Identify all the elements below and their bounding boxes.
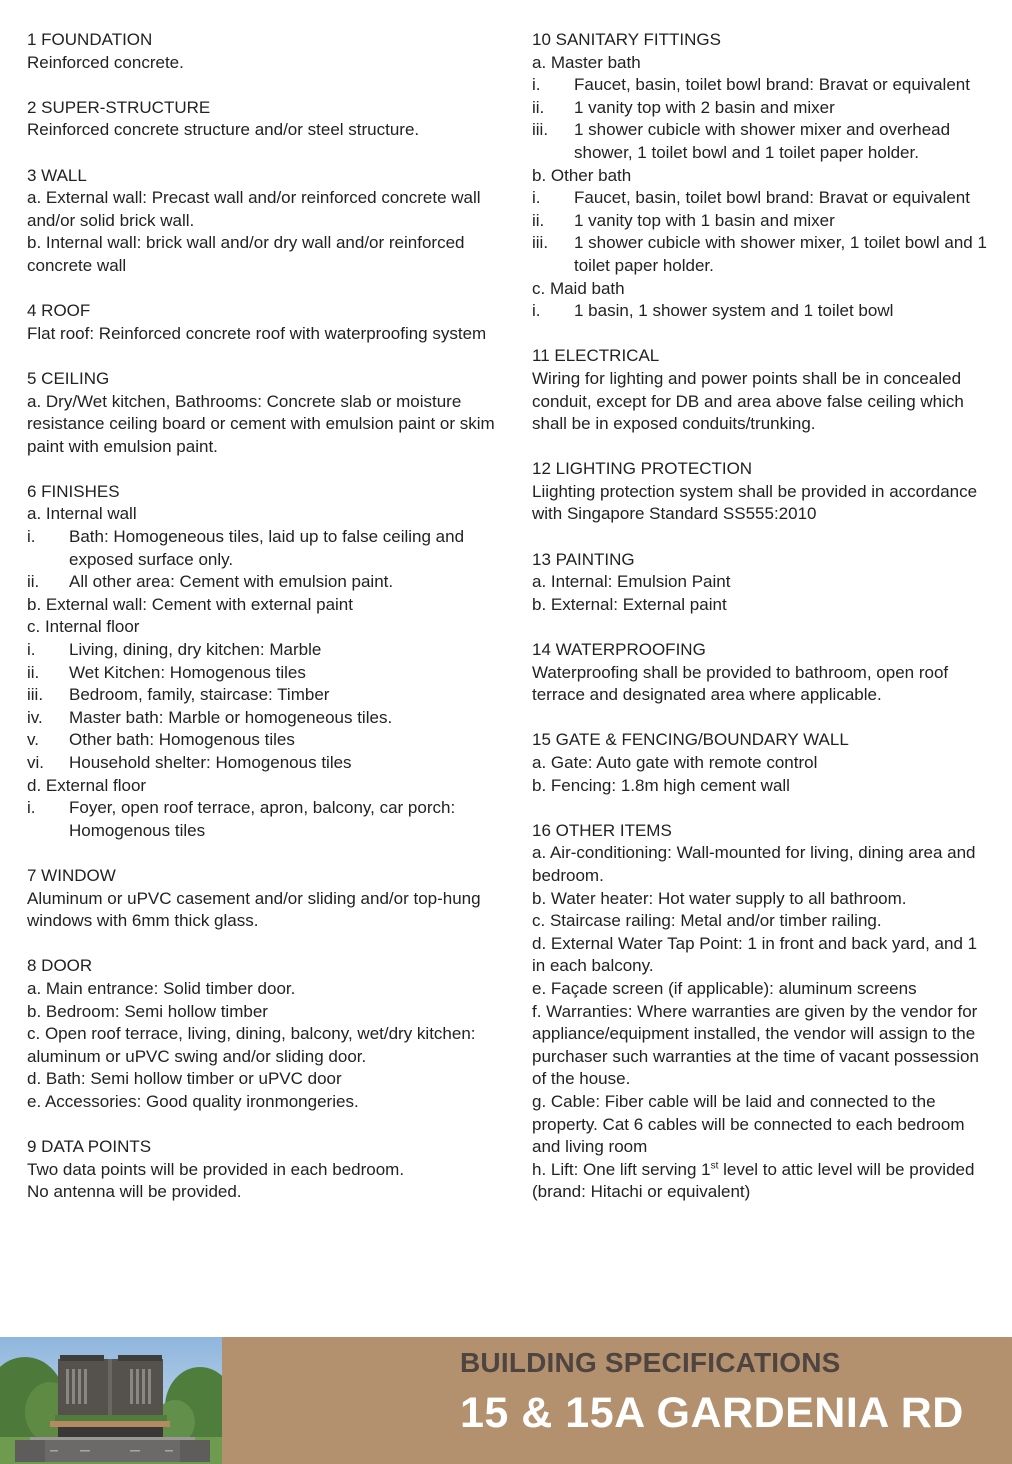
spec-section <box>532 639 992 707</box>
section-heading: 4 ROOF <box>27 301 91 321</box>
spec-line: b. Water heater: Hot water supply to all bathroom. <box>532 888 907 908</box>
list-text: Living, dining, dry kitchen: Marble <box>69 640 322 660</box>
spec-line: b. External: External paint <box>532 594 727 614</box>
section-heading: 1 FOUNDATION <box>27 30 153 49</box>
list-number: i. <box>27 798 36 818</box>
roman-list-item <box>27 571 497 594</box>
roman-list-item <box>27 639 497 662</box>
spec-line: Liighting protection system shall be provided in accordance with Singapore Standard SS555:2010 <box>532 481 978 524</box>
list-number: iii. <box>27 685 44 705</box>
list-number: i. <box>532 301 541 321</box>
list-number: iv. <box>27 707 43 727</box>
spec-section <box>27 29 497 74</box>
spec-line: b. Fencing: 1.8m high cement wall <box>532 775 790 795</box>
spec-line: Waterproofing shall be provided to bathroom, open roof terrace and designated area where applicable. <box>532 662 949 705</box>
list-number: v. <box>27 730 39 750</box>
left-column <box>27 29 497 1226</box>
spec-line: b. External wall: Cement with external paint <box>27 594 353 614</box>
spec-line: e. Accessories: Good quality ironmongeries. <box>27 1091 359 1111</box>
spec-line: a. Gate: Auto gate with remote control <box>532 753 818 772</box>
list-number: i. <box>532 75 541 95</box>
spec-line: b. Other bath <box>532 165 632 185</box>
spec-line: a. Internal wall <box>27 504 137 524</box>
list-text: Household shelter: Homogenous tiles <box>69 753 352 772</box>
spec-line: g. Cable: Fiber cable will be laid and connected to the property. Cat 6 cables will be connected to each bedroom and living room <box>532 1091 965 1157</box>
property-address-title: 15 & 15A GARDENIA RD <box>460 1389 964 1437</box>
list-number: ii. <box>532 97 545 117</box>
roman-list-item <box>532 300 992 323</box>
spec-section <box>532 820 992 1204</box>
spec-line: a. Air-conditioning: Wall-mounted for living, dining area and bedroom. <box>532 843 976 885</box>
spec-section <box>532 458 992 526</box>
roman-list-item <box>27 729 497 752</box>
list-number: iii. <box>532 233 549 253</box>
roman-list-item <box>27 662 497 685</box>
roman-list-item <box>532 97 992 120</box>
right-column <box>532 29 992 1226</box>
section-subtitle: BUILDING SPECIFICATIONS <box>460 1347 841 1378</box>
list-text: Bedroom, family, staircase: Timber <box>69 685 330 705</box>
spec-line: Flat roof: Reinforced concrete roof with waterproofing system <box>27 323 487 343</box>
list-text: Bath: Homogeneous tiles, laid up to false ceiling and exposed surface only. <box>69 527 465 569</box>
spec-line: Two data points will be provided in each bedroom. <box>27 1159 405 1179</box>
spec-line: a. Internal: Emulsion Paint <box>532 572 731 592</box>
spec-section <box>27 481 497 843</box>
spec-line: a. Main entrance: Solid timber door. <box>27 978 296 998</box>
roman-list-item <box>532 232 992 277</box>
roman-list-item <box>27 526 497 571</box>
list-text: Other bath: Homogenous tiles <box>69 730 295 750</box>
spec-text: h. Lift: One lift serving 1 <box>532 1159 711 1179</box>
list-number: ii. <box>532 210 545 230</box>
spec-line: c. Maid bath <box>532 278 625 298</box>
section-heading: 8 DOOR <box>27 956 93 976</box>
list-text: 1 vanity top with 1 basin and mixer <box>574 210 835 230</box>
section-heading: 9 DATA POINTS <box>27 1137 152 1157</box>
section-heading: 14 WATERPROOFING <box>532 640 706 660</box>
spec-line: e. Façade screen (if applicable): aluminum screens <box>532 978 917 998</box>
spec-section <box>532 549 992 617</box>
section-heading: 7 WINDOW <box>27 865 116 885</box>
list-text: All other area: Cement with emulsion paint. <box>69 572 394 592</box>
list-text: Faucet, basin, toilet bowl brand: Bravat or equivalent <box>574 188 970 208</box>
title-band <box>222 1337 1012 1464</box>
list-text: Wet Kitchen: Homogenous tiles <box>69 662 306 682</box>
spec-line: c. Internal floor <box>27 617 140 637</box>
list-text: 1 shower cubicle with shower mixer and overhead shower, 1 toilet bowl and 1 toilet paper holder. <box>574 120 951 162</box>
spec-line: c. Open roof terrace, living, dining, balcony, wet/dry kitchen: aluminum or uPVC swing and/or sliding door. <box>27 1024 476 1066</box>
section-heading: 5 CEILING <box>27 368 110 388</box>
roman-list-item <box>532 119 992 164</box>
section-heading: 13 PAINTING <box>532 549 635 569</box>
spec-line: Wiring for lighting and power points shall be in concealed conduit, except for DB and area above false ceiling which shall be in exposed conduits/trunking. <box>532 368 964 434</box>
section-heading: 12 LIGHTING PROTECTION <box>532 459 753 479</box>
spec-text: level to attic level will be provided (brand: Hitachi or equivalent) <box>532 1159 975 1202</box>
roman-list-item <box>532 74 992 97</box>
roman-list-item <box>27 797 497 842</box>
list-number: ii. <box>27 662 40 682</box>
section-heading: 11 ELECTRICAL <box>532 346 660 366</box>
roman-list-item <box>532 210 992 233</box>
spec-section <box>532 345 992 435</box>
list-number: i. <box>27 527 36 547</box>
spec-line: a. Dry/Wet kitchen, Bathrooms: Concrete slab or moisture resistance ceiling board or cement with emulsion paint or skim paint with emulsion paint. <box>27 391 495 456</box>
footer-banner <box>0 1337 1012 1464</box>
list-text: 1 basin, 1 shower system and 1 toilet bowl <box>574 301 894 321</box>
roman-list-item <box>27 707 497 730</box>
spec-line: No antenna will be provided. <box>27 1182 242 1202</box>
list-number: ii. <box>27 572 40 592</box>
section-heading: 6 FINISHES <box>27 481 120 501</box>
spec-line: b. Internal wall: brick wall and/or dry wall and/or reinforced concrete wall <box>27 233 465 275</box>
house-rendering-image <box>0 1337 222 1464</box>
spec-line: a. Master bath <box>532 52 641 72</box>
section-heading: 10 SANITARY FITTINGS <box>532 30 721 49</box>
list-text: 1 shower cubicle with shower mixer, 1 toilet bowl and 1 toilet paper holder. <box>574 233 987 275</box>
spec-line <box>532 1159 992 1204</box>
spec-line: d. External Water Tap Point: 1 in front and back yard, and 1 in each balcony. <box>532 933 978 976</box>
list-text: Foyer, open roof terrace, apron, balcony, car porch: Homogenous tiles <box>69 798 456 840</box>
roman-list-item <box>532 187 992 210</box>
spec-line: c. Staircase railing: Metal and/or timber railing. <box>532 911 882 931</box>
spec-line: Reinforced concrete. <box>27 52 184 72</box>
section-heading: 2 SUPER-STRUCTURE <box>27 97 211 117</box>
list-text: 1 vanity top with 2 basin and mixer <box>574 97 835 117</box>
list-number: i. <box>27 640 36 660</box>
spec-section <box>27 955 497 1113</box>
spec-section <box>27 300 497 345</box>
section-heading: 3 WALL <box>27 165 87 185</box>
section-heading: 16 OTHER ITEMS <box>532 820 672 840</box>
spec-line: d. External floor <box>27 775 147 795</box>
list-text: Master bath: Marble or homogeneous tiles. <box>69 707 393 727</box>
roman-list-item <box>27 752 497 775</box>
spec-section <box>532 29 992 323</box>
list-text: Faucet, basin, toilet bowl brand: Bravat or equivalent <box>574 75 970 95</box>
spec-section <box>27 97 497 142</box>
spec-section <box>27 368 497 458</box>
spec-line: a. External wall: Precast wall and/or reinforced concrete wall and/or solid brick wall. <box>27 188 481 230</box>
spec-line: d. Bath: Semi hollow timber or uPVC door <box>27 1069 342 1089</box>
house-illustration <box>0 1337 222 1464</box>
list-number: vi. <box>27 753 44 772</box>
roman-list-item <box>27 684 497 707</box>
spec-section <box>27 165 497 278</box>
spec-line: Aluminum or uPVC casement and/or sliding and/or top-hung windows with 6mm thick glass. <box>27 888 481 931</box>
spec-section <box>27 865 497 933</box>
spec-line: Reinforced concrete structure and/or steel structure. <box>27 120 420 140</box>
spec-line: b. Bedroom: Semi hollow timber <box>27 1001 268 1021</box>
section-heading: 15 GATE & FENCING/BOUNDARY WALL <box>532 730 849 750</box>
list-number: i. <box>532 188 541 208</box>
spec-line: f. Warranties: Where warranties are given by the vendor for appliance/equipment installed, the vendor will assign to the purchaser such warranties at the time of vacant possession of the house. <box>532 1001 979 1089</box>
spec-section <box>27 1136 497 1204</box>
ordinal-suffix: st <box>710 1160 719 1172</box>
list-number: iii. <box>532 120 549 140</box>
spec-section <box>532 729 992 797</box>
